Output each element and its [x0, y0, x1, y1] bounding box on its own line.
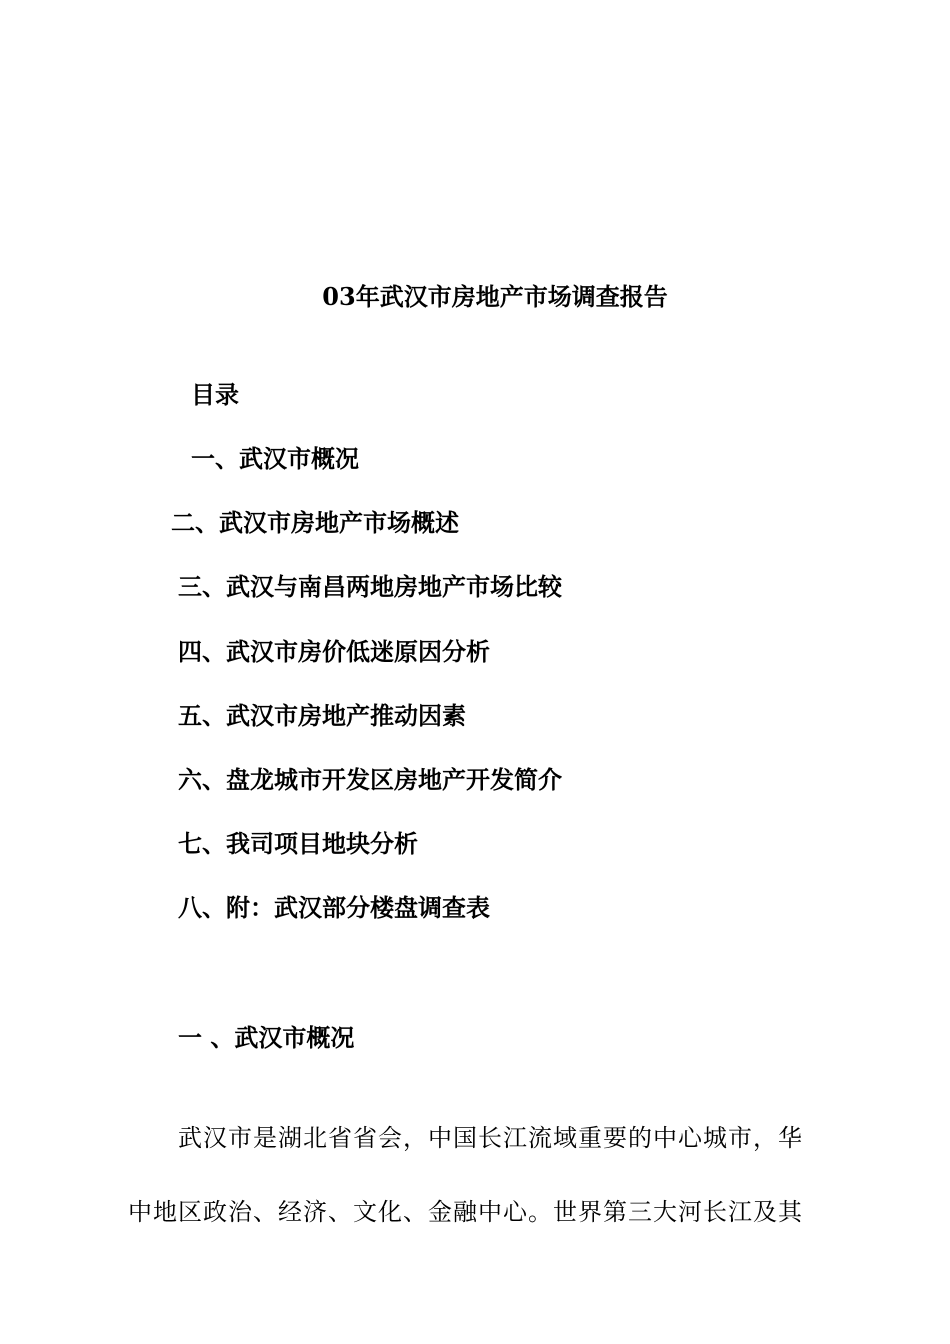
- toc-item: 三、武汉与南昌两地房地产市场比较: [178, 572, 562, 601]
- paragraph-line: 武汉市是湖北省省会，中国长江流域重要的中心城市，华: [178, 1124, 803, 1152]
- document-title: 03年武汉市房地产市场调查报告: [322, 282, 668, 311]
- toc-item: 七、我司项目地块分析: [178, 829, 418, 858]
- toc-item: 一、武汉市概况: [191, 444, 359, 473]
- toc-item: 二、武汉市房地产市场概述: [171, 508, 459, 537]
- toc-item: 八、附：武汉部分楼盘调查表: [178, 893, 490, 922]
- paragraph-line: 中地区政治、经济、文化、金融中心。世界第三大河长江及其: [128, 1198, 803, 1226]
- toc-heading: 目录: [191, 380, 239, 409]
- toc-item: 六、盘龙城市开发区房地产开发简介: [178, 765, 562, 794]
- section-heading: 一 、武汉市概况: [178, 1023, 355, 1052]
- toc-item: 五、武汉市房地产推动因素: [178, 701, 466, 730]
- toc-item: 四、武汉市房价低迷原因分析: [178, 637, 490, 666]
